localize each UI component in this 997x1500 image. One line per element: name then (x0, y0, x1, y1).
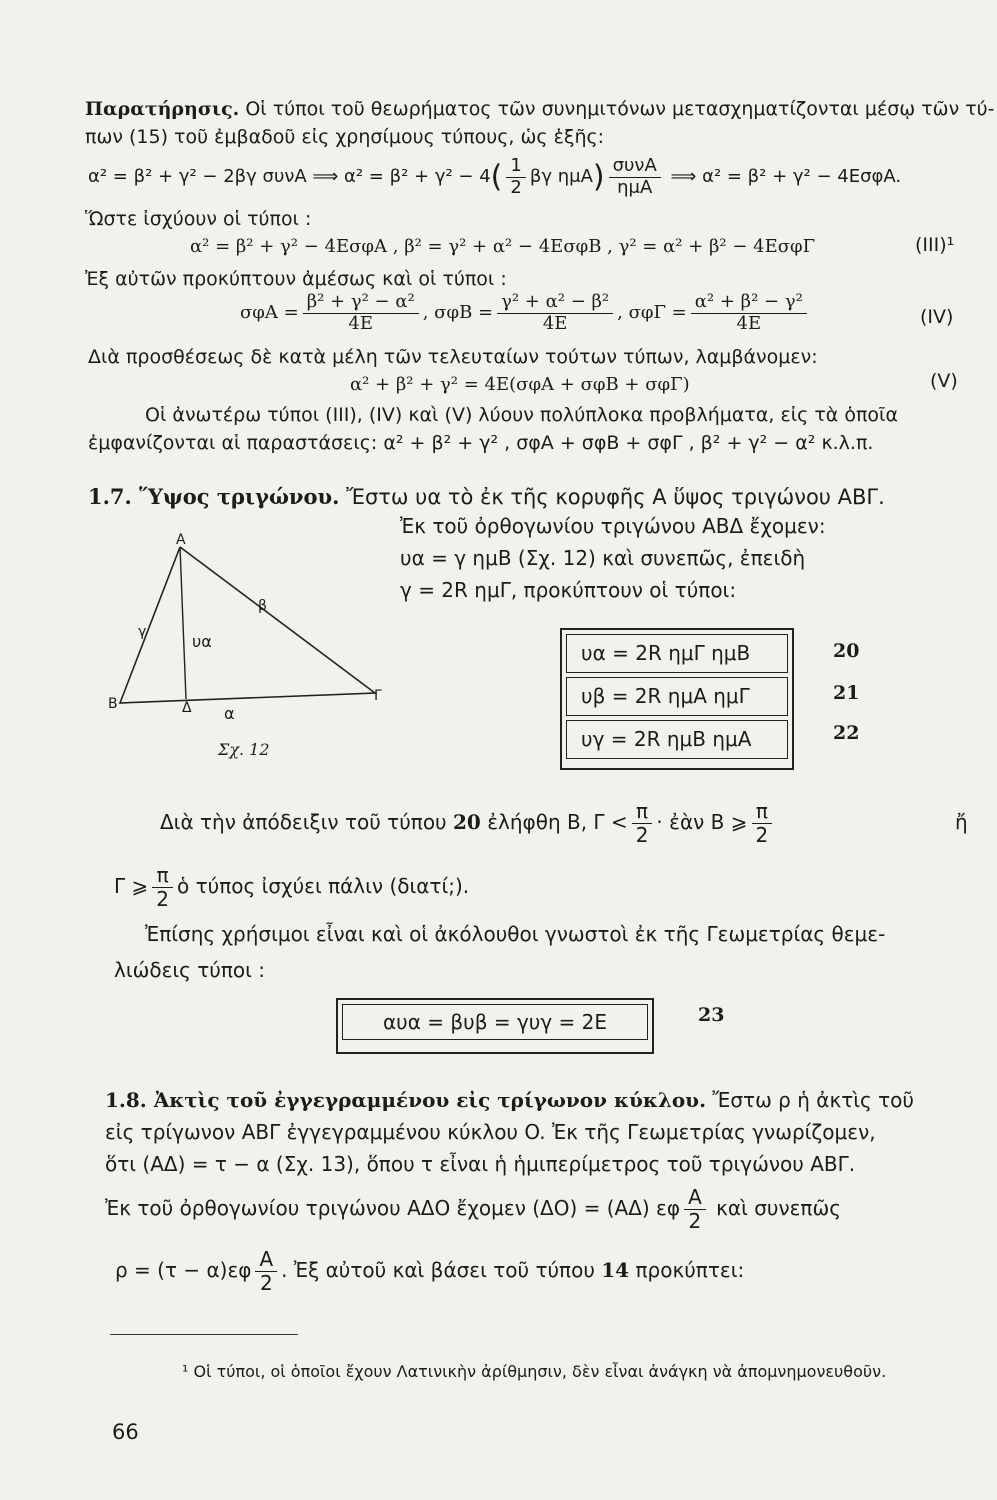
section-1-7-text-1: Ἔστω υα τὸ ἐκ τῆς κορυφῆς A ὕψος τριγώνου ΑΒΓ. (346, 485, 885, 509)
figure-12-caption: Σχ. 12 (218, 740, 270, 759)
section-1-8-heading: 1.8. Ἀκτὶς τοῦ ἐγγεγραμμένου εἰς τρίγωνον κύκλου. (105, 1088, 707, 1112)
formula-21: υβ = 2R ημA ημΓ (566, 677, 788, 716)
solve-line-2: ἐμφανίζονται αἱ παραστάσεις: α² + β² + γ² , σφA + σφB + σφΓ , β² + γ² − α² κ.λ.π. (88, 432, 874, 454)
label-B: B (108, 696, 118, 712)
section-1-7-line-1 (88, 484, 885, 509)
proof-part3: · ἐὰν B ⩾ (656, 810, 748, 834)
proof-num20: 20 (453, 810, 481, 834)
proof-line2-a: Γ ⩾ (114, 874, 149, 898)
formula-23: αυα = βυβ = γυγ = 2E (342, 1004, 648, 1040)
proof-two-3: 2 (156, 887, 169, 911)
section-1-7-heading: 1.7. Ὕψος τριγώνου. (88, 484, 340, 509)
section-1-7-line-2: Ἐκ τοῦ ὀρθογωνίου τριγώνου ΑΒΔ ἔχομεν: (400, 514, 826, 538)
label-ua: υα (192, 632, 212, 651)
sec18-fracA-num-2: A (255, 1248, 277, 1272)
footnote: ¹ Οἱ τύποι, οἱ ὁποῖοι ἔχουν Λατινικὴν ἀρίθμησιν, δὲν εἶναι ἀνάγκη νὰ ἀπομνημονευθοῦν. (182, 1362, 887, 1381)
equation-V-label: (V) (930, 370, 958, 392)
section-1-8-line5-a: ρ = (τ − α)εφ (115, 1258, 252, 1282)
section-1-8-line-1 (105, 1088, 914, 1112)
section-1-8-line5-c: προκύπτει: (635, 1258, 745, 1282)
eq-transform-left: α² = β² + γ² − 2βγ συνA ⟹ α² = β² + γ² − 4 (88, 166, 491, 188)
equation-III: α² = β² + γ² − 4EσφA , β² = γ² + α² − 4EσφB , γ² = α² + β² − 4EσφΓ (190, 236, 816, 257)
eq-frac-den: 2 (510, 176, 522, 198)
sec18-fracA-num-1: A (684, 1186, 706, 1210)
proof-line-1 (160, 800, 776, 847)
label-beta: β (258, 598, 267, 614)
eq-IV-c-den: 4E (736, 312, 762, 334)
label-D: Δ (182, 700, 192, 716)
addition-line: Διὰ προσθέσεως δὲ κατὰ μέλη τῶν τελευταίων τούτων τύπων, λαμβάνομεν: (88, 346, 818, 368)
proof-part2: ἐλήφθη B, Γ < (487, 810, 628, 834)
section-1-8-line4-b: καὶ συνεπῶς (716, 1196, 841, 1220)
section-1-8-line5-b: . Ἐξ αὐτοῦ καὶ βάσει τοῦ τύπου (281, 1258, 595, 1282)
proof-or: ἤ (955, 810, 968, 834)
label-G: Γ (374, 688, 382, 704)
figure-12-triangle (100, 535, 390, 710)
remark-title: Παρατήρησις. (85, 98, 240, 120)
equation-III-label: (III)¹ (915, 234, 955, 256)
proof-pi-2: π (752, 800, 773, 824)
equation-V: α² + β² + γ² = 4E(σφA + σφB + σφΓ) (350, 374, 690, 395)
formula-23-box (336, 998, 654, 1054)
section-1-8-line-3: ὅτι (ΑΔ) = τ − α (Σχ. 13), ὅπου τ εἶναι ἡ ἡμιπερίμετρος τοῦ τριγώνου ΑΒΓ. (105, 1152, 856, 1176)
eq-IV-c-num: α² + β² − γ² (691, 292, 807, 314)
section-1-8-line-2: εἰς τρίγωνον ΑΒΓ ἐγγεγραμμένου κύκλου O. Ἐκ τῆς Γεωμετρίας γνωρίζομεν, (105, 1120, 876, 1144)
footnote-rule (110, 1334, 298, 1335)
remark-line-2: πων (15) τοῦ ἐμβαδοῦ εἰς χρησίμους τύπους, ὡς ἑξῆς: (85, 126, 605, 148)
section-1-8-line4-a: Ἐκ τοῦ ὀρθογωνίου τριγώνου ΑΔΟ ἔχομεν (ΔΟ) = (ΑΔ) εφ (105, 1196, 681, 1220)
eq-frac2-den: ημA (617, 176, 653, 198)
eq-IV-a-num: β² + γ² − α² (303, 292, 419, 314)
equation-transform: α² = β² + γ² − 2βγ συνA ⟹ α² = β² + γ² − 4( $\frac{1}{2}$ βγ ημA) $\frac{\text{συνA}}{\text{ημA}}$ ⟹ α² = β² + γ² − 4EσφA. (88, 155, 902, 198)
remark-text-1: Οἱ τύποι τοῦ θεωρήματος τῶν συνημιτόνων μετασχηματίζονται μέσῳ τῶν τύ- (245, 98, 995, 120)
proof-two-1: 2 (635, 823, 649, 847)
derive-line: Ἐξ αὐτῶν προκύπτουν ἀμέσως καὶ οἱ τύποι : (85, 268, 507, 290)
section-1-8-num14: 14 (601, 1258, 630, 1282)
equation-IV-label: (IV) (920, 306, 954, 328)
label-A: A (176, 532, 186, 548)
proof-pi-3: π (152, 864, 173, 888)
so-line: Ὥστε ἰσχύουν οἱ τύποι : (85, 208, 312, 230)
formula-number-23: 23 (698, 1004, 725, 1026)
label-alpha: α (224, 704, 235, 723)
section-1-8-line-4 (105, 1186, 841, 1233)
section-1-8-line-5 (115, 1248, 744, 1295)
remark-line-1 (85, 98, 995, 120)
eq-transform-mid: βγ ημA (529, 166, 593, 188)
proof-line2-b: ὁ τύπος ἰσχύει πάλιν (διατί;). (177, 874, 470, 898)
eq-frac-num: 1 (506, 156, 525, 178)
eq-frac2-num: συνA (609, 156, 661, 178)
formula-22: υγ = 2R ημB ημA (566, 720, 788, 759)
section-1-8-text-1: Ἔστω ρ ἡ ἀκτὶς τοῦ (712, 1088, 914, 1112)
formula-20: υα = 2R ημΓ ημB (566, 634, 788, 673)
eq-IV-a-den: 4E (348, 312, 374, 334)
label-gamma: γ (138, 624, 147, 640)
section-1-7-line-3: υα = γ ημB (Σχ. 12) καὶ συνεπῶς, ἐπειδὴ (400, 546, 806, 570)
page-number: 66 (112, 1420, 139, 1444)
proof-line-2 (114, 864, 469, 911)
proof-pi-1: π (632, 800, 653, 824)
equation-IV (240, 292, 811, 334)
also-line-1: Ἐπίσης χρήσιμοι εἶναι καὶ οἱ ἀκόλουθοι γνωστοὶ ἐκ τῆς Γεωμετρίας θεμε- (145, 922, 886, 946)
eq-IV-b-den: 4E (542, 312, 568, 334)
formula-number-21: 21 (833, 682, 860, 704)
formulas-box (560, 628, 794, 770)
section-1-7-line-4: γ = 2R ημΓ, προκύπτουν οἱ τύποι: (400, 578, 737, 602)
eq-IV-a-lhs: σφA = (240, 302, 299, 324)
sec18-fracA-den-1: 2 (688, 1209, 702, 1233)
eq-IV-c-lhs: , σφΓ = (617, 302, 687, 324)
eq-IV-b-num: γ² + α² − β² (497, 292, 613, 314)
formula-number-22: 22 (833, 722, 860, 744)
solve-line-1: Οἱ ἀνωτέρω τύποι (III), (IV) καὶ (V) λύουν πολύπλοκα προβλήματα, εἰς τὰ ὁποῖα (145, 404, 898, 426)
sec18-fracA-den-2: 2 (259, 1271, 273, 1295)
eq-transform-right: ⟹ α² = β² + γ² − 4EσφA. (670, 166, 902, 188)
triangle-ABG (120, 547, 375, 703)
eq-IV-b-lhs: , σφB = (422, 302, 494, 324)
formula-number-20: 20 (833, 640, 860, 662)
altitude-line (180, 547, 186, 699)
proof-part1: Διὰ τὴν ἀπόδειξιν τοῦ τύπου (160, 810, 447, 834)
proof-two-2: 2 (755, 823, 769, 847)
also-line-2: λιώδεις τύποι : (114, 958, 266, 982)
